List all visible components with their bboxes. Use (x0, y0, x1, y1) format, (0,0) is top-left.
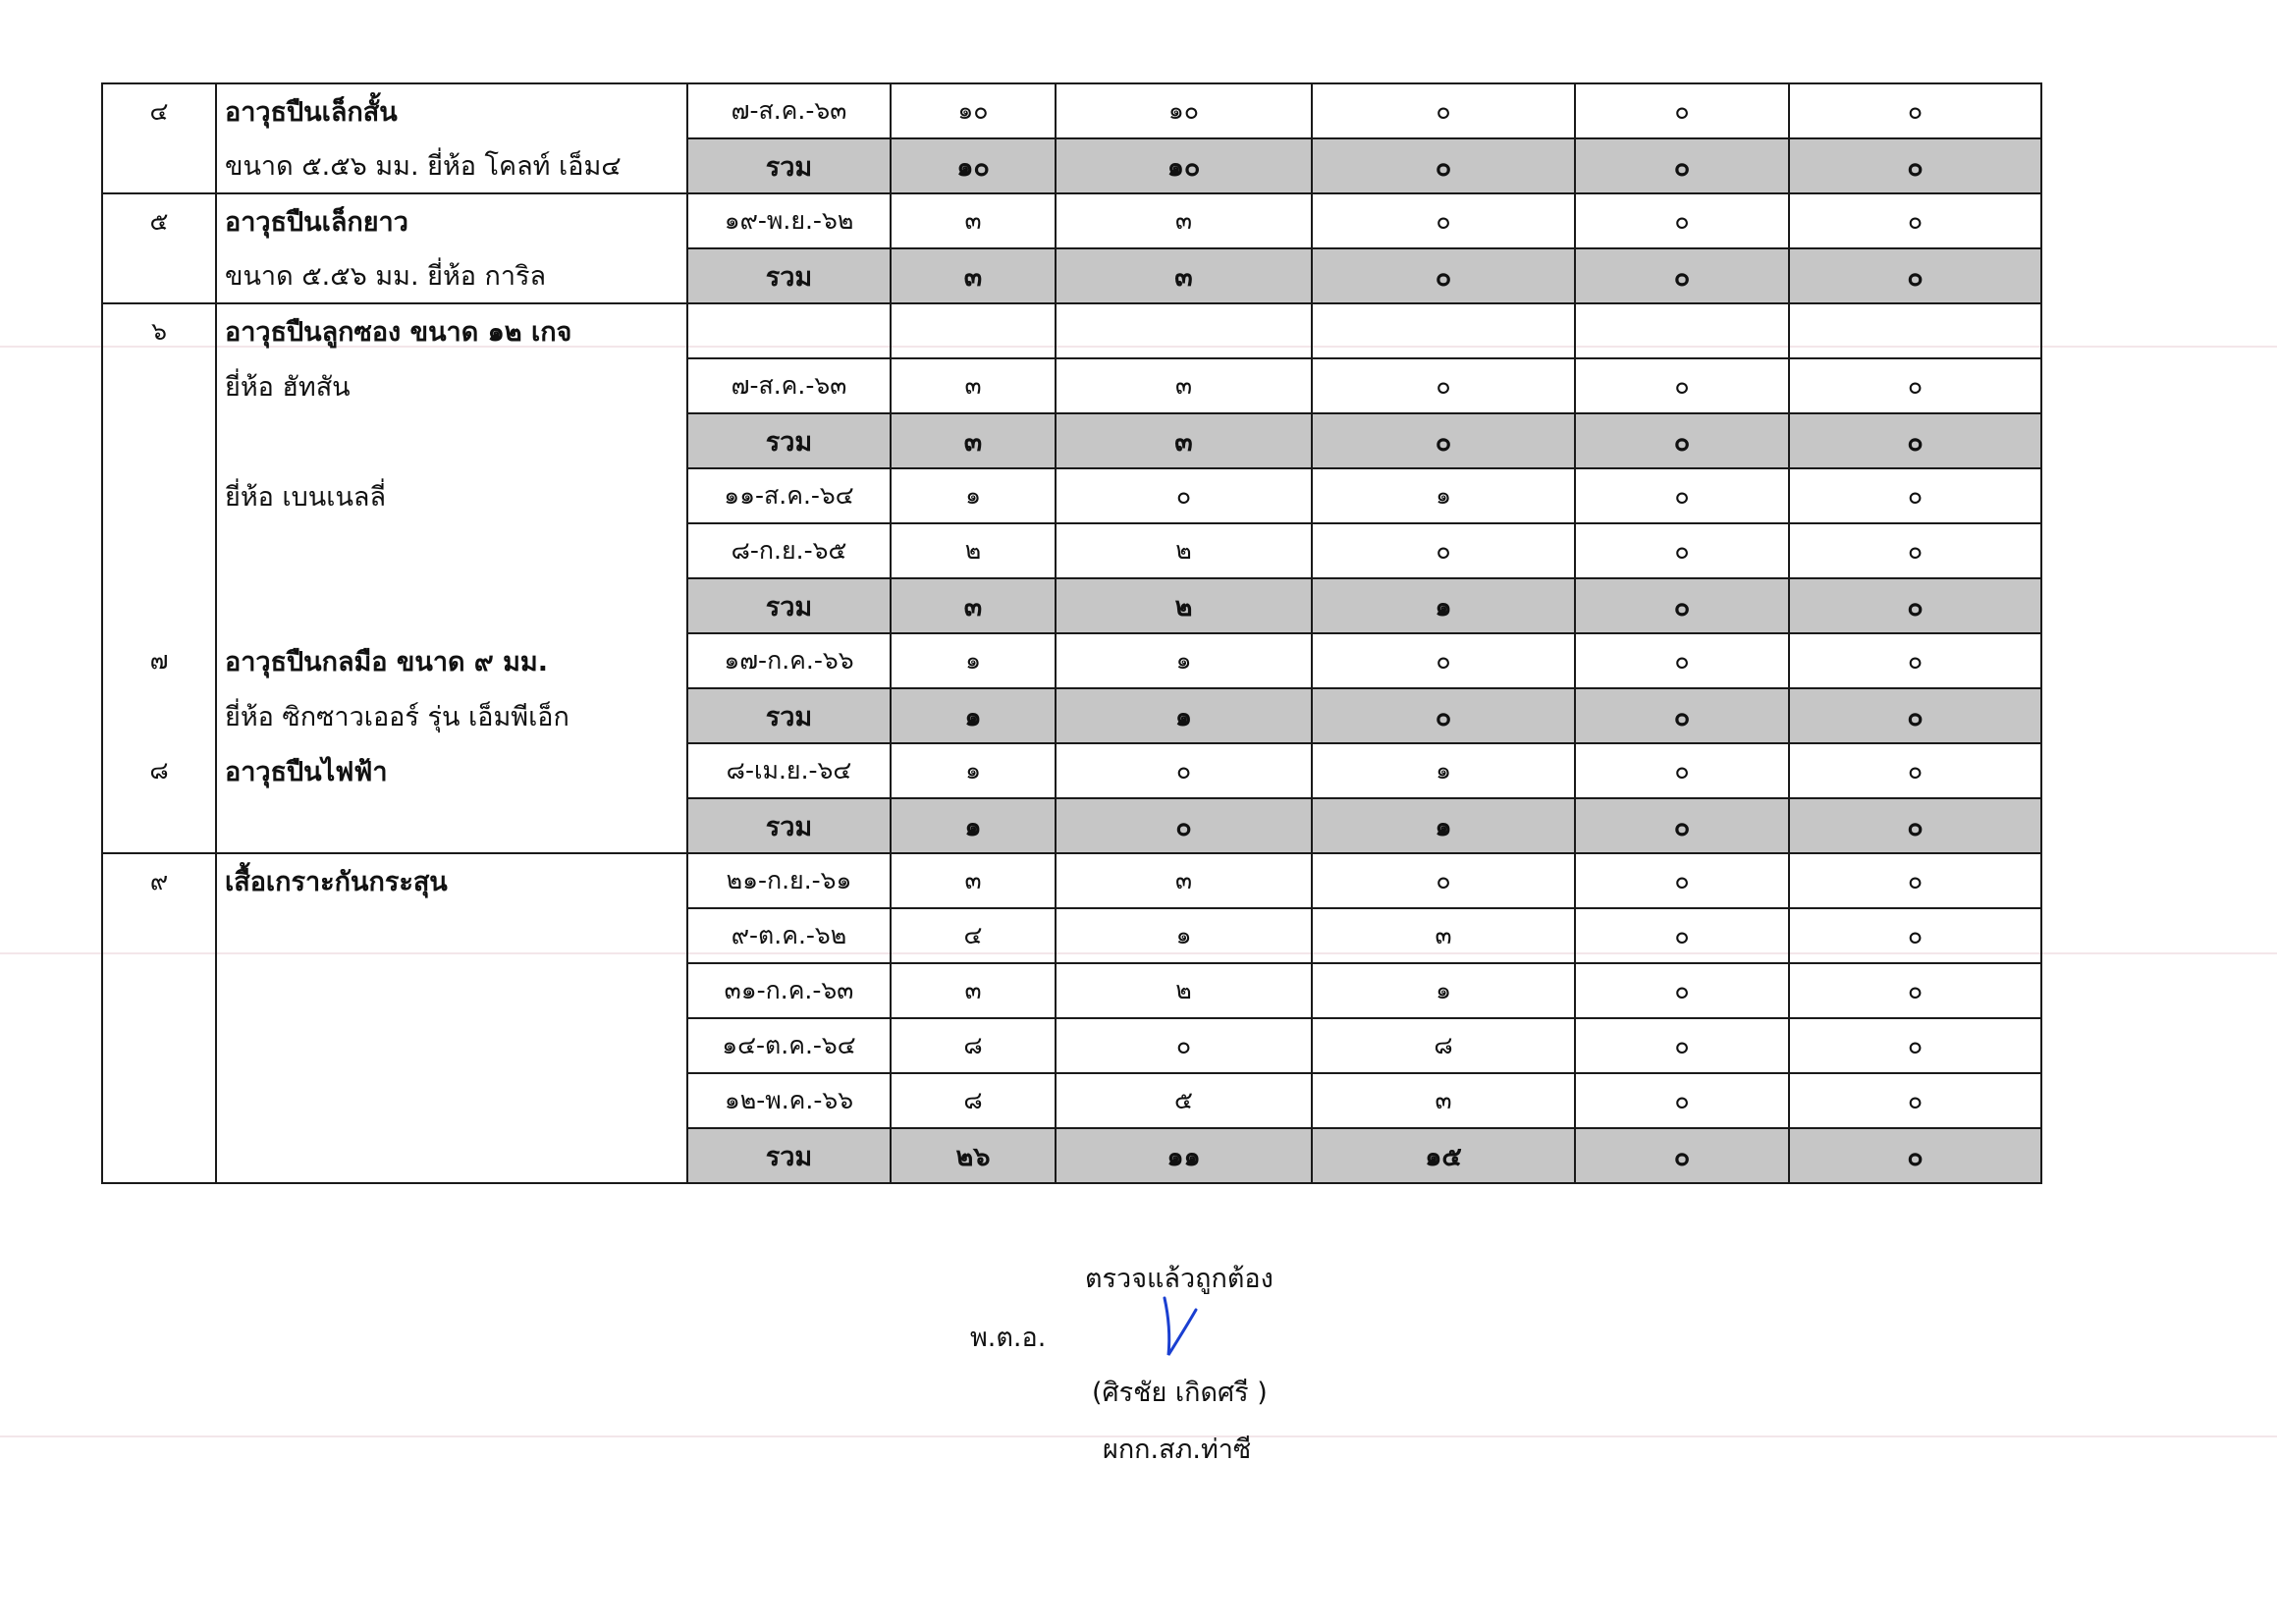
item-description (216, 1128, 687, 1183)
total-row (102, 1128, 2041, 1183)
item-number (102, 1018, 216, 1073)
total-row (102, 578, 2041, 633)
date-cell (687, 303, 891, 358)
table-row (102, 908, 2041, 963)
qty-cell: ๑๐ (891, 83, 1056, 138)
qty-cell: ๑ (1312, 963, 1575, 1018)
qty-cell: ๐ (1789, 523, 2041, 578)
qty-cell: ๐ (1789, 578, 2041, 633)
qty-cell: ๐ (1575, 1128, 1789, 1183)
item-number (102, 688, 216, 743)
qty-cell (1575, 303, 1789, 358)
date-cell: ๓๑-ก.ค.-๖๓ (687, 963, 891, 1018)
qty-cell: ๐ (1056, 798, 1312, 853)
date-cell: ๑๗-ก.ค.-๖๖ (687, 633, 891, 688)
total-row (102, 688, 2041, 743)
total-label: รวม (687, 578, 891, 633)
qty-cell (1312, 303, 1575, 358)
item-description: ยี่ห้อ ซิกซาวเออร์ รุ่น เอ็มพีเอ็ก (216, 688, 687, 743)
item-description (216, 1073, 687, 1128)
signer-position: ผกก.สภ.ท่าซี (1103, 1435, 1252, 1465)
total-label: รวม (687, 248, 891, 303)
signature-mark (1149, 1294, 1208, 1373)
qty-cell: ๒ (1056, 963, 1312, 1018)
date-cell: ๗-ส.ค.-๖๓ (687, 83, 891, 138)
qty-cell: ๑ (891, 798, 1056, 853)
qty-cell: ๑๐ (1056, 83, 1312, 138)
qty-cell: ๘ (891, 1018, 1056, 1073)
qty-cell: ๐ (1789, 1018, 2041, 1073)
qty-cell: ๐ (1312, 193, 1575, 248)
qty-cell: ๑๑ (1056, 1128, 1312, 1183)
qty-cell: ๐ (1575, 248, 1789, 303)
total-row (102, 798, 2041, 853)
qty-cell: ๕ (1056, 1073, 1312, 1128)
total-row (102, 413, 2041, 468)
inventory-table (101, 82, 2042, 1184)
qty-cell: ๓ (1056, 413, 1312, 468)
qty-cell (1056, 303, 1312, 358)
qty-cell: ๐ (1789, 798, 2041, 853)
item-description: ยี่ห้อ เบนเนลลี่ (216, 468, 687, 523)
qty-cell: ๐ (1789, 963, 2041, 1018)
item-description (216, 523, 687, 578)
qty-cell: ๐ (1789, 688, 2041, 743)
item-number: ๗ (102, 633, 216, 688)
qty-cell: ๐ (1312, 138, 1575, 193)
qty-cell: ๐ (1575, 468, 1789, 523)
total-row (102, 138, 2041, 193)
item-description: เสื้อเกราะกันกระสุน (216, 853, 687, 908)
item-number (102, 1128, 216, 1183)
qty-cell: ๑ (1312, 798, 1575, 853)
item-number (102, 523, 216, 578)
qty-cell: ๒ (1056, 578, 1312, 633)
qty-cell: ๑๕ (1312, 1128, 1575, 1183)
qty-cell: ๐ (1575, 358, 1789, 413)
qty-cell: ๑ (1312, 468, 1575, 523)
qty-cell: ๐ (1312, 83, 1575, 138)
qty-cell: ๐ (1312, 248, 1575, 303)
date-cell: ๑๙-พ.ย.-๖๒ (687, 193, 891, 248)
table-row (102, 1073, 2041, 1128)
qty-cell: ๑ (891, 633, 1056, 688)
qty-cell: ๐ (1312, 633, 1575, 688)
qty-cell: ๘ (1312, 1018, 1575, 1073)
qty-cell (891, 303, 1056, 358)
item-description: อาวุธปืนกลมือ ขนาด ๙ มม. (216, 633, 687, 688)
table-row (102, 468, 2041, 523)
table-row (102, 303, 2041, 358)
qty-cell (1789, 303, 2041, 358)
qty-cell: ๐ (1789, 853, 2041, 908)
date-cell: ๑๒-พ.ค.-๖๖ (687, 1073, 891, 1128)
qty-cell: ๐ (1789, 908, 2041, 963)
qty-cell: ๐ (1575, 1018, 1789, 1073)
table-row (102, 193, 2041, 248)
table-row (102, 523, 2041, 578)
total-row (102, 248, 2041, 303)
item-number (102, 413, 216, 468)
qty-cell: ๐ (1789, 358, 2041, 413)
qty-cell: ๐ (1575, 743, 1789, 798)
qty-cell: ๓ (891, 413, 1056, 468)
date-cell: ๘-ก.ย.-๖๕ (687, 523, 891, 578)
qty-cell: ๓ (891, 248, 1056, 303)
total-label: รวม (687, 413, 891, 468)
item-description: ยี่ห้อ ฮัทสัน (216, 358, 687, 413)
date-cell: ๘-เม.ย.-๖๔ (687, 743, 891, 798)
qty-cell: ๐ (1789, 468, 2041, 523)
item-number: ๙ (102, 853, 216, 908)
qty-cell: ๐ (1575, 193, 1789, 248)
table-row (102, 853, 2041, 908)
item-description: อาวุธปืนเล็กสั้น (216, 83, 687, 138)
qty-cell: ๐ (1575, 413, 1789, 468)
qty-cell: ๑ (891, 743, 1056, 798)
qty-cell: ๒๖ (891, 1128, 1056, 1183)
item-description: ขนาด ๕.๕๖ มม. ยี่ห้อ การิล (216, 248, 687, 303)
qty-cell: ๐ (1056, 1018, 1312, 1073)
item-number (102, 963, 216, 1018)
qty-cell: ๔ (891, 908, 1056, 963)
qty-cell: ๓ (1056, 358, 1312, 413)
date-cell: ๑๔-ต.ค.-๖๔ (687, 1018, 891, 1073)
qty-cell: ๓ (891, 578, 1056, 633)
qty-cell: ๐ (1575, 138, 1789, 193)
qty-cell: ๓ (1056, 853, 1312, 908)
qty-cell: ๐ (1575, 633, 1789, 688)
qty-cell: ๓ (1312, 1073, 1575, 1128)
inventory-rows (102, 83, 2041, 1183)
qty-cell: ๐ (1575, 853, 1789, 908)
item-number (102, 798, 216, 853)
qty-cell: ๓ (1056, 193, 1312, 248)
table-row (102, 633, 2041, 688)
qty-cell: ๓ (891, 963, 1056, 1018)
qty-cell: ๐ (1056, 468, 1312, 523)
qty-cell: ๑ (891, 468, 1056, 523)
qty-cell: ๑ (1312, 578, 1575, 633)
qty-cell: ๒ (891, 523, 1056, 578)
item-description (216, 963, 687, 1018)
item-number (102, 358, 216, 413)
qty-cell: ๓ (891, 853, 1056, 908)
item-description (216, 908, 687, 963)
date-cell: ๑๑-ส.ค.-๖๔ (687, 468, 891, 523)
item-number: ๔ (102, 83, 216, 138)
qty-cell: ๐ (1312, 853, 1575, 908)
qty-cell: ๓ (1312, 908, 1575, 963)
qty-cell: ๐ (1056, 743, 1312, 798)
table-row (102, 358, 2041, 413)
qty-cell: ๐ (1575, 1073, 1789, 1128)
item-number (102, 138, 216, 193)
qty-cell: ๑ (1312, 743, 1575, 798)
item-number (102, 1073, 216, 1128)
qty-cell: ๑ (1056, 633, 1312, 688)
qty-cell: ๐ (1575, 963, 1789, 1018)
qty-cell: ๐ (1312, 523, 1575, 578)
item-number: ๖ (102, 303, 216, 358)
item-number: ๘ (102, 743, 216, 798)
total-label: รวม (687, 1128, 891, 1183)
qty-cell: ๐ (1789, 1128, 2041, 1183)
qty-cell: ๐ (1575, 798, 1789, 853)
total-label: รวม (687, 138, 891, 193)
total-label: รวม (687, 688, 891, 743)
qty-cell: ๐ (1789, 743, 2041, 798)
date-cell: ๙-ต.ค.-๖๒ (687, 908, 891, 963)
qty-cell: ๐ (1575, 523, 1789, 578)
table-row (102, 83, 2041, 138)
item-description: อาวุธปืนไฟฟ้า (216, 743, 687, 798)
item-description (216, 798, 687, 853)
verified-text: ตรวจแล้วถูกต้อง (1085, 1264, 1274, 1294)
qty-cell: ๐ (1789, 248, 2041, 303)
qty-cell: ๑ (1056, 908, 1312, 963)
qty-cell: ๓ (891, 358, 1056, 413)
item-number (102, 578, 216, 633)
table-row (102, 963, 2041, 1018)
qty-cell: ๐ (1312, 688, 1575, 743)
item-description (216, 578, 687, 633)
qty-cell: ๐ (1789, 1073, 2041, 1128)
qty-cell: ๐ (1575, 688, 1789, 743)
item-number (102, 908, 216, 963)
qty-cell: ๑๐ (891, 138, 1056, 193)
date-cell: ๒๑-ก.ย.-๖๑ (687, 853, 891, 908)
qty-cell: ๑๐ (1056, 138, 1312, 193)
qty-cell: ๘ (891, 1073, 1056, 1128)
item-description: ขนาด ๕.๕๖ มม. ยี่ห้อ โคลท์ เอ็ม๔ (216, 138, 687, 193)
qty-cell: ๐ (1575, 578, 1789, 633)
qty-cell: ๐ (1789, 633, 2041, 688)
qty-cell: ๓ (891, 193, 1056, 248)
table-row (102, 1018, 2041, 1073)
table-row (102, 743, 2041, 798)
rank-text: พ.ต.อ. (970, 1323, 1047, 1353)
total-label: รวม (687, 798, 891, 853)
date-cell: ๗-ส.ค.-๖๓ (687, 358, 891, 413)
qty-cell: ๐ (1575, 83, 1789, 138)
item-number: ๕ (102, 193, 216, 248)
qty-cell: ๓ (1056, 248, 1312, 303)
qty-cell: ๑ (1056, 688, 1312, 743)
qty-cell: ๐ (1789, 83, 2041, 138)
item-number (102, 248, 216, 303)
qty-cell: ๐ (1312, 358, 1575, 413)
qty-cell: ๐ (1789, 413, 2041, 468)
signer-name: (ศิรชัย เกิดศรี ) (1092, 1378, 1268, 1408)
item-description: อาวุธปืนลูกซอง ขนาด ๑๒ เกจ (216, 303, 687, 358)
qty-cell: ๐ (1575, 908, 1789, 963)
qty-cell: ๒ (1056, 523, 1312, 578)
item-description: อาวุธปืนเล็กยาว (216, 193, 687, 248)
item-number (102, 468, 216, 523)
qty-cell: ๐ (1789, 138, 2041, 193)
qty-cell: ๑ (891, 688, 1056, 743)
item-description (216, 1018, 687, 1073)
qty-cell: ๐ (1789, 193, 2041, 248)
qty-cell: ๐ (1312, 413, 1575, 468)
item-description (216, 413, 687, 468)
